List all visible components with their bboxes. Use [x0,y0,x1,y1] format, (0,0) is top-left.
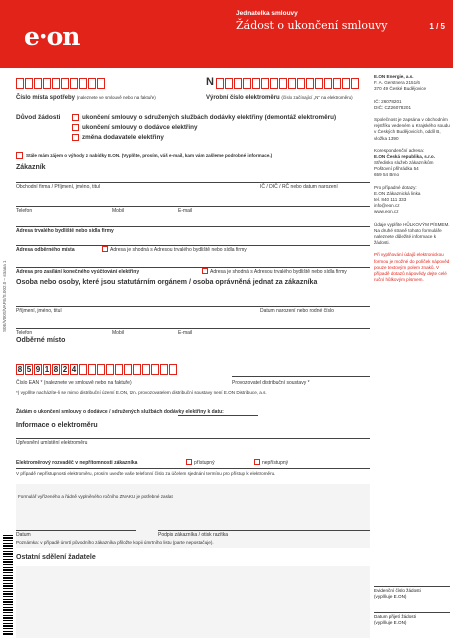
form-category: Jednatelka smlouvy [236,10,298,17]
form-title: Žádost o ukončení smlouvy [236,19,388,32]
ostatni-heading: Ostatní sdělení žadatele [16,554,96,561]
nepr-note: V případě nepřístupnosti elektroměru, prosím uveďte vaše telefonní číslo za účelem sjednání termínu pro přístup k elektroměru. [16,471,276,476]
zasil-label: Adresa pro zasílání konečného vyúčtování elektřiny [16,269,140,275]
pristupny-checkbox[interactable] [186,459,192,465]
zasil-line[interactable] [16,267,370,268]
zasil-same-label: Adresa je shodná s Adresou trvalého bydliště nebo sídla firmy [210,269,347,275]
datum-label: Datum [16,532,31,538]
consent-label: Stále mám zájem o výhody z nabídky E.ON. (Vyplňte, prosím, váš e-mail, kam vám zašleme podrobné informace.) [26,153,273,158]
evid-note: (vyplňuje E.ON) [374,594,407,599]
divider [16,468,370,469]
tel2-line[interactable] [16,328,370,329]
cislo-mista-note: (naleznete ve smlouvě nebo na faktuře) [76,95,156,100]
consent-checkbox[interactable] [16,152,23,159]
zakaznik-heading: Zákazník [16,164,46,171]
prijeti-line [374,612,450,613]
cislo-mista-boxes[interactable] [16,78,106,89]
evid-line [374,586,450,587]
poznamka: Poznámka: v případě úmrtí původního zákazníka přiložte kopii úmrtního listu (parte nepostačuje). [16,540,214,545]
ean-footnote: *) vyplňte nacházíte-li se mimo distribuční území E.ON, tzn. provozovatelem distribuční soustavy není E.ON Distribuce, a.s. [16,390,267,395]
prijeti-label: Datum přijetí žádosti [374,614,416,619]
podpis-label: Podpis zákazníka / otisk razítka [158,532,229,538]
zadam-line[interactable] [178,415,258,416]
adresa-label: Adresa trvalého bydliště nebo sídla firmy [16,228,114,234]
ic-label: IČ / DIČ / RČ nebo datum narození [260,184,338,190]
adresa-line[interactable] [16,226,370,227]
email-label: E-mail [178,208,193,214]
osoba-heading: Osoba nebo osoby, které jsou statutárním orgánem / osoba oprávněná jednat za zákazníka [16,279,318,286]
zasil-same-checkbox[interactable] [202,268,208,274]
prijmeni-line[interactable] [16,306,370,307]
prijmeni-label: Příjmení, jméno, titul [16,308,62,314]
provoz-line[interactable] [232,376,370,377]
opt1-label: ukončení smlouvy o sdružených službách dodávky elektřiny (demontáž elektroměru) [82,114,337,121]
tel-label: Telefon [16,208,33,214]
email2-label: E-mail [178,330,193,336]
mobil2-label: Mobil [112,330,124,336]
datum-line[interactable] [16,530,136,531]
tel2-label: Telefon [16,330,33,336]
page-number: 1 / 5 [429,22,445,31]
info-el-heading: Informace o elektroměru [16,422,98,429]
nepristupny-checkbox[interactable] [254,459,260,465]
provoz-label: Provozovatel distribuční soustavy * [232,380,310,386]
opt2-label: ukončení smlouvy o dodávce elektřiny [82,124,198,131]
opt3-label: změna dodavatele elektřiny [82,134,164,141]
nepristupny-label: nepřístupný [262,460,289,466]
header-bar [0,0,453,68]
side-code: S0E/V00S/VAFE/S.002.0 – strana 1 [2,260,7,332]
podpis-line[interactable] [158,530,370,531]
firma-line[interactable] [16,182,370,183]
duvod-label: Důvod žádosti [16,114,61,121]
pristupny-label: přístupný [194,460,215,466]
cislo-mista-label: Číslo místa spotřeby [16,95,76,101]
vyrobni-boxes[interactable] [216,78,360,89]
odber-same-checkbox[interactable] [102,246,108,252]
company-info: E.ON Energie, a.s. F. A. Gerstnera 2151/6 370 49 České Budějovice IČ: 26078201 DIČ: CZ26078201 Společnost je zapsána v obchodním rejstříku vedeném u Krajského soudu v Českých Budějovicích, oddíl B, vložka 1390 Korespondenční adresa: E.ON Česká republika, s.r.o. Středisko služeb zákazníkům Poštovní přihrádka 54 659 54 Brno Pro případné dotazy: E.ON Zákaznická linka tel. 840 111 333 info@eon.cz www.eon.cz Údaje vyplňte HŮLKOVÝM PÍSMEM. Na druhé straně tohoto formuláře naleznete důležité informace k žádosti. Při vyplňování údajů elektronickou formou je možné do políček nápověd pouze textovým polem znaků. V případě dotazů nápovědy dejte celé ruční hůlkovým písmem. [374,74,450,283]
ean-note: (naleznete ve smlouvě nebo na faktuře) [43,380,132,386]
vyrobni-label: Výrobní číslo elektroměru [206,95,280,101]
datum-nar-label: Datum narození nebo rodné číslo [260,308,334,314]
vyrobni-note: (číslo začínající „N“ na elektroměru) [281,95,353,100]
barcode [3,535,13,635]
odber-line[interactable] [16,245,370,246]
umisteni-label: Upřesnění umístění elektroměru [16,440,88,446]
ean-boxes[interactable]: 8 5 9 1 8 2 4 [16,364,178,375]
evid-label: Evidenční číslo žádosti [374,588,421,593]
odber-same-label: Adresa je shodná s Adresou trvalého bydliště nebo sídla firmy [110,247,247,253]
n-prefix: N [206,76,214,88]
firma-label: Obchodní firma / Příjmení, jméno, titul [16,184,100,190]
tel-line[interactable] [16,206,370,207]
nepr-label: Elektroměrový rozvaděč v nepřítomnosti zákazníka [16,460,138,466]
eon-logo: e·on [24,22,80,51]
odber-label: Adresa odběrného místa [16,247,75,253]
formular-text: Formulář vyřízeného a řádně vyplněného ročního ZNAKU je potřebné zaslat [18,494,173,499]
prijeti-note: (vyplňuje E.ON) [374,620,407,625]
zadam-label: Žádám o ukončení smlouvy o dodávce / sdružených službách dodávky elektřiny k datu: [16,409,224,415]
odberne-heading: Odběrné místo [16,337,66,344]
ean-label: Číslo EAN * [16,380,43,386]
ostatni-textarea[interactable] [16,566,370,638]
opt3-checkbox[interactable] [72,134,79,141]
opt1-checkbox[interactable] [72,114,79,121]
mobil-label: Mobil [112,208,124,214]
opt2-checkbox[interactable] [72,124,79,131]
umisteni-line[interactable] [16,438,370,439]
